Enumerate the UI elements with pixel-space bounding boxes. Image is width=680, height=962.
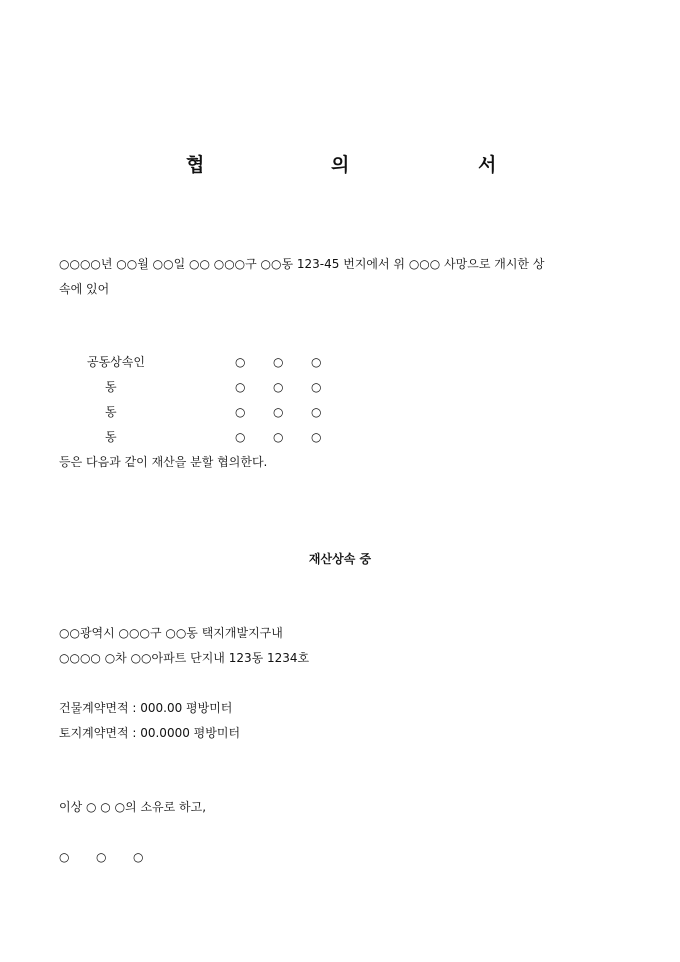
heir-label: 공동상속인 [87, 355, 145, 369]
title-char: 서 [478, 154, 497, 176]
signature-char: ○ [133, 850, 144, 864]
section-title: 재산상속 중 [308, 552, 372, 566]
heir-label: 동 [105, 405, 117, 419]
heir-label: 동 [105, 430, 117, 444]
document-title [0, 150, 680, 176]
heir-name: ○ ○ ○ [235, 405, 322, 419]
heir-label: 동 [105, 380, 117, 394]
heir-name: ○ ○ ○ [235, 355, 322, 369]
closing-statement [59, 450, 629, 475]
closing-line: 등은 다음과 같이 재산을 분할 협의한다. [59, 455, 268, 469]
intro-line: ○○○○년 ○○월 ○○일 ○○ ○○○구 ○○동 123-45 번지에서 위 ○○○ 사망으로 개시한 상 [59, 257, 545, 271]
intro-paragraph [59, 252, 629, 302]
address-line: ○○광역시 ○○○구 ○○동 택지개발지구내 [59, 626, 283, 640]
heir-row [59, 375, 379, 400]
heir-name: ○ ○ ○ [235, 380, 322, 394]
heir-row [59, 400, 379, 425]
heir-name: ○ ○ ○ [235, 430, 322, 444]
property-areas [59, 696, 629, 746]
land-area: 토지계약면적 : 00.0000 평방미터 [59, 726, 241, 740]
address-line: ○○○○ ○차 ○○아파트 단지내 123동 1234호 [59, 651, 310, 665]
signature-char: ○ [59, 850, 70, 864]
signature-char: ○ [96, 850, 107, 864]
signature-line [59, 845, 170, 870]
conclusion-statement [59, 795, 629, 820]
building-area: 건물계약면적 : 000.00 평방미터 [59, 701, 233, 715]
heir-row [59, 425, 379, 450]
heir-row [59, 350, 379, 375]
intro-line: 속에 있어 [59, 282, 110, 296]
heirs-list [59, 350, 379, 450]
title-char: 협 [186, 154, 205, 176]
title-char: 의 [331, 154, 350, 176]
property-address [59, 621, 629, 671]
conclusion-line: 이상 ○ ○ ○의 소유로 하고, [59, 800, 207, 814]
